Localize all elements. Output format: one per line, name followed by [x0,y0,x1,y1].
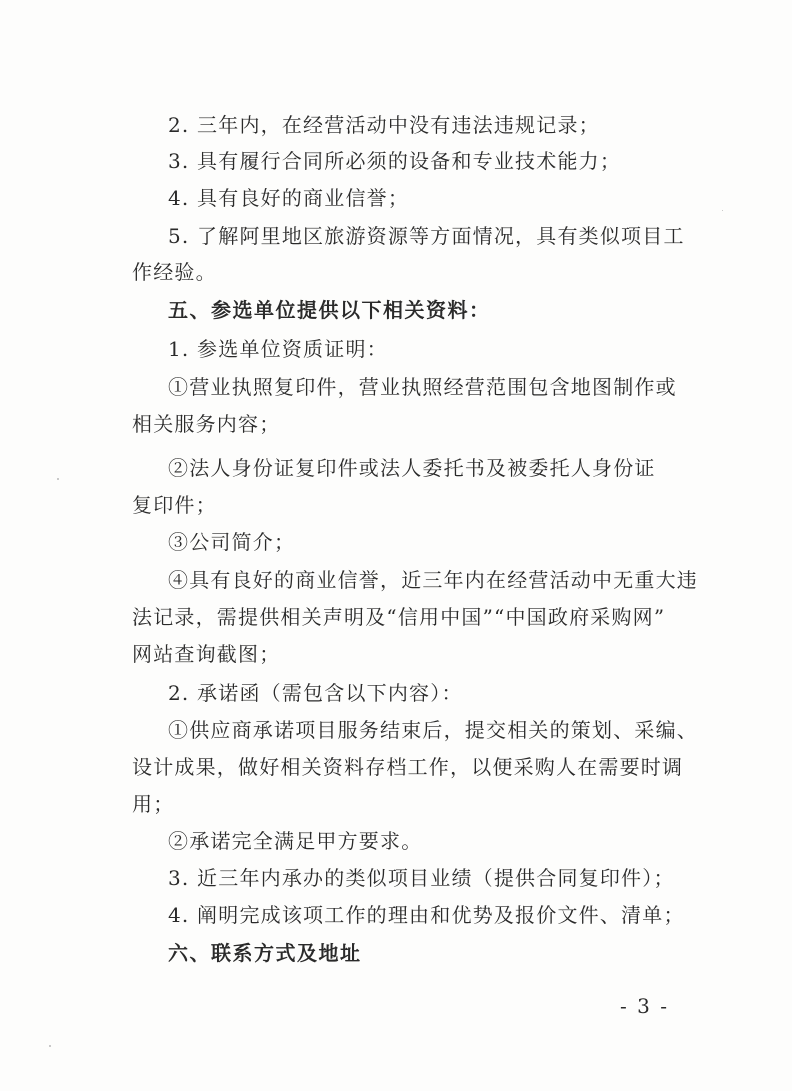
requirement-4: 4. 具有良好的商业信誉； [168,186,410,210]
item-2-title: 2. 承诺函（需包含以下内容）： [168,681,463,705]
item-4: 4. 阐明完成该项工作的理由和优势及报价文件、清单； [168,903,685,927]
section-6-heading: 六、联系方式及地址 [168,941,362,965]
item-1-line-6: ④具有良好的商业信誉，近三年内在经营活动中无重大违 [168,568,698,592]
item-2-line-2: 设计成果，做好相关资料存档工作，以便采购人在需要时调 [132,755,684,779]
item-1-line-2: 相关服务内容； [132,412,281,436]
scan-speck [57,478,59,480]
item-2-line-1: ①供应商承诺项目服务结束后，提交相关的策划、采编、 [168,718,698,742]
item-3: 3. 近三年内承办的类似项目业绩（提供合同复印件）； [168,866,675,890]
item-1-line-7: 法记录，需提供相关声明及“信用中国”“中国政府采购网” [132,605,666,629]
item-1-line-8: 网站查询截图； [132,642,281,666]
item-1-line-1: ①营业执照复印件，营业执照经营范围包含地图制作或 [168,375,677,399]
item-1-title: 1. 参选单位资质证明： [168,337,388,361]
page-number: - 3 - [620,994,669,1018]
requirement-3: 3. 具有履行合同所必须的设备和专业技术能力； [168,149,622,173]
item-1-line-5: ③公司简介； [168,530,296,554]
requirement-5: 5. 了解阿里地区旅游资源等方面情况，具有类似项目工 [168,224,685,248]
scan-speck [49,1045,51,1047]
requirement-5-continued: 作经验。 [132,260,217,284]
scan-speck [722,210,723,211]
item-2-line-4: ②承诺完全满足甲方要求。 [168,829,423,853]
item-2-line-3: 用； [132,792,175,816]
requirement-2: 2. 三年内，在经营活动中没有违法违规记录； [168,113,600,137]
item-1-line-3: ②法人身份证复印件或法人委托书及被委托人身份证 [168,456,656,480]
item-1-line-4: 复印件； [132,493,217,517]
section-5-heading: 五、参选单位提供以下相关资料： [168,298,491,322]
